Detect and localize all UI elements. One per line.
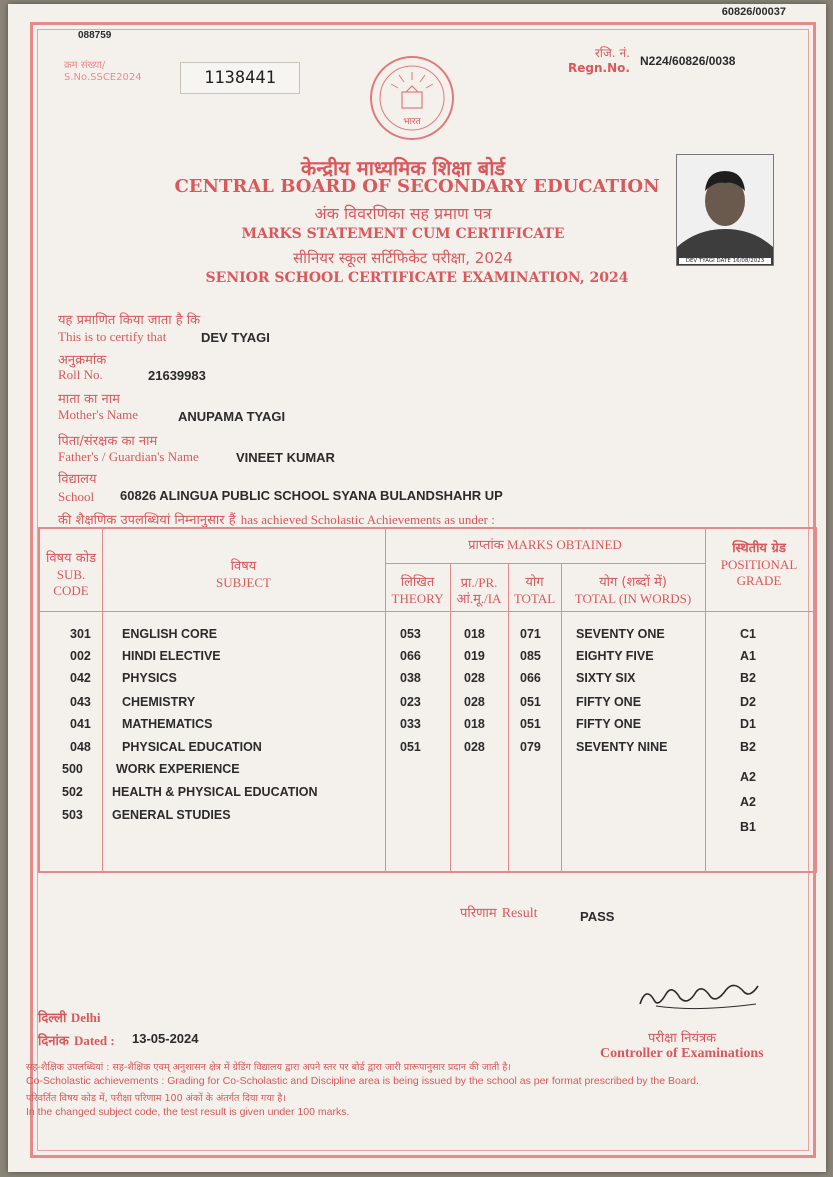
achievement-label: has achieved Scholastic Achievements as under :	[240, 512, 495, 527]
row-grade: D1	[740, 717, 756, 731]
header-total	[508, 575, 561, 607]
dated-line	[38, 1030, 115, 1049]
row-theory: 066	[400, 649, 421, 663]
sno-label	[64, 60, 142, 84]
mother-label-hindi: माता का नाम	[58, 392, 120, 407]
table-row	[40, 808, 815, 834]
father-label-hindi: पिता/संरक्षक का नाम	[58, 434, 158, 449]
mother-label: Mother's Name	[58, 407, 138, 422]
note-subject-code: In the changed subject code, the test result is given under 100 marks.	[26, 1106, 350, 1118]
row-practical: 028	[464, 695, 485, 709]
school-label-hindi: विद्यालय	[58, 472, 97, 487]
header-subject-en: SUBJECT	[216, 575, 271, 590]
row-grade: A2	[740, 795, 756, 809]
row-code: 002	[70, 649, 91, 663]
header-practical-en: आं.मू./IA	[456, 591, 502, 606]
row-grade: B1	[740, 820, 756, 834]
regn-label-en: Regn.No.	[568, 61, 630, 75]
achievement-label-hindi: की शैक्षणिक उपलब्धियां निम्नानुसार हैं	[58, 513, 236, 528]
row-code: 500	[62, 762, 83, 776]
header-code-hindi: विषय कोड	[45, 551, 97, 566]
table-row	[40, 649, 815, 671]
row-total-words: EIGHTY FIVE	[576, 649, 654, 663]
header-grade-en1: POSITIONAL	[720, 557, 798, 572]
row-code: 503	[62, 808, 83, 822]
note-coscholastic: Co-Scholastic achievements : Grading for Co-Scholastic and Discipline area is being issued by the school as per format prescribed by the Board.	[26, 1075, 699, 1087]
header-words-en: TOTAL (IN WORDS)	[574, 591, 692, 606]
row-subject: WORK EXPERIENCE	[116, 762, 240, 776]
exam-title: SENIOR SCHOOL CERTIFICATE EXAMINATION, 2024	[205, 270, 629, 286]
table-row	[40, 695, 815, 717]
regn-label-hi: रजि. नं.	[594, 46, 630, 60]
row-total: 051	[520, 695, 541, 709]
controller-title: Controller of Examinations	[600, 1046, 764, 1061]
issue-date: 13-05-2024	[132, 1031, 199, 1046]
exam-title-hindi: सीनियर स्कूल सर्टिफिकेट परीक्षा, 2024	[293, 249, 513, 267]
achievement-line	[58, 509, 495, 528]
header-grade	[705, 541, 813, 589]
seal-text: भारत	[403, 117, 421, 127]
table-row	[40, 627, 815, 649]
header-grade-en2: GRADE	[736, 573, 782, 588]
sno-label-hi: क्रम संख्या/	[64, 60, 106, 71]
result-label-en: Result	[501, 906, 538, 921]
row-subject: ENGLISH CORE	[122, 627, 218, 641]
header-total-en: TOTAL	[513, 591, 556, 606]
father-label: Father's / Guardian's Name	[58, 449, 199, 464]
serial-top-right: 60826/00037	[721, 6, 786, 18]
table-row	[40, 717, 815, 739]
header-code	[40, 551, 102, 599]
row-subject: CHEMISTRY	[122, 695, 196, 709]
dated-label: Dated :	[73, 1033, 115, 1048]
regn-label	[568, 46, 630, 76]
row-grade: B2	[740, 740, 756, 754]
header-theory-en: THEORY	[391, 591, 444, 606]
table-row	[40, 785, 815, 807]
result-label-hindi: परिणाम	[460, 906, 497, 921]
father-name: VINEET KUMAR	[236, 450, 335, 465]
controller-title-hindi: परीक्षा नियंत्रक	[648, 1031, 717, 1046]
photo-caption: DEV TYAGI DATE 16/08/2023	[679, 258, 771, 264]
table-row	[40, 762, 815, 784]
row-grade: B2	[740, 671, 756, 685]
header-subject-hindi: विषय	[230, 559, 257, 574]
row-theory: 038	[400, 671, 421, 685]
row-total-words: SEVENTY ONE	[576, 627, 665, 641]
header-theory-hindi: लिखित	[400, 575, 435, 590]
row-practical: 019	[464, 649, 485, 663]
table-row	[40, 740, 815, 762]
certify-label: This is to certify that	[58, 329, 167, 344]
header-code-en1: SUB.	[56, 567, 86, 582]
marks-table	[38, 527, 817, 873]
row-code: 042	[70, 671, 91, 685]
header-theory	[385, 575, 450, 607]
row-code: 301	[70, 627, 91, 641]
row-total: 071	[520, 627, 541, 641]
place-line	[38, 1008, 100, 1026]
row-total: 066	[520, 671, 541, 685]
row-subject: MATHEMATICS	[122, 717, 213, 731]
result-label	[460, 902, 537, 922]
row-theory: 023	[400, 695, 421, 709]
school-label: School	[58, 489, 95, 504]
board-title: CENTRAL BOARD OF SECONDARY EDUCATION	[174, 176, 660, 197]
row-total: 085	[520, 649, 541, 663]
table-row	[40, 671, 815, 693]
header-words-hindi: योग (शब्दों में)	[599, 575, 667, 590]
row-code: 048	[70, 740, 91, 754]
student-photo	[676, 154, 774, 266]
roll-label-hindi: अनुक्रमांक	[58, 353, 107, 368]
roll-number: 21639983	[148, 368, 206, 383]
row-subject: GENERAL STUDIES	[112, 808, 231, 822]
cbse-seal-icon	[370, 56, 454, 140]
regn-value: N224/60826/0038	[640, 54, 736, 68]
row-theory: 033	[400, 717, 421, 731]
sno-label-en: S.No.SSCE2024	[64, 72, 142, 83]
certify-label-hindi: यह प्रमाणित किया जाता है कि	[58, 313, 201, 328]
header-code-en2: CODE	[53, 583, 89, 598]
header-marks	[385, 537, 705, 554]
row-practical: 028	[464, 740, 485, 754]
note-coscholastic-hindi: सह-शैक्षिक उपलब्धियां : सह-शैक्षिक एवम् अनुशासन क्षेत्र में ग्रेडिंग विद्यालय द्वारा अपने स्तर पर बोर्ड द्वारा जारी प्रारूपानुसार प्रदान की जाती है।	[26, 1062, 511, 1073]
result-value: PASS	[580, 909, 615, 924]
certificate-sheet	[8, 4, 826, 1172]
header-words	[561, 575, 705, 607]
doc-title: MARKS STATEMENT CUM CERTIFICATE	[241, 226, 565, 242]
header-total-hindi: योग	[525, 575, 544, 590]
row-practical: 018	[464, 627, 485, 641]
row-subject: HEALTH & PHYSICAL EDUCATION	[112, 785, 318, 799]
row-practical: 018	[464, 717, 485, 731]
doc-title-hindi: अंक विवरणिका सह प्रमाण पत्र	[314, 204, 492, 223]
header-practical-hindi: प्रा./PR.	[460, 575, 498, 590]
note-subject-code-hindi: परिवर्तित विषय कोड में, परीक्षा परिणाम 100 अंकों के अंतर्गत दिया गया है।	[26, 1093, 286, 1104]
sno-value: 1138441	[180, 62, 300, 94]
row-theory: 053	[400, 627, 421, 641]
row-grade: A1	[740, 649, 756, 663]
row-subject: PHYSICAL EDUCATION	[122, 740, 262, 754]
row-code: 502	[62, 785, 83, 799]
header-grade-hindi: स्थितीय ग्रेड	[732, 541, 786, 556]
row-code: 041	[70, 717, 91, 731]
dated-label-hindi: दिनांक	[38, 1034, 69, 1049]
roll-label: Roll No.	[58, 367, 103, 382]
row-total-words: FIFTY ONE	[576, 717, 642, 731]
board-title-hindi: केन्द्रीय माध्यमिक शिक्षा बोर्ड	[300, 156, 506, 180]
row-code: 043	[70, 695, 91, 709]
header-marks-hindi: प्राप्तांक	[468, 538, 504, 553]
place-en: Delhi	[70, 1010, 101, 1025]
row-total-words: FIFTY ONE	[576, 695, 642, 709]
row-total-words: SEVENTY NINE	[576, 740, 668, 754]
row-grade: C1	[740, 627, 756, 641]
row-subject: HINDI ELECTIVE	[122, 649, 221, 663]
place-hindi: दिल्ली	[38, 1011, 67, 1026]
row-total-words: SIXTY SIX	[576, 671, 636, 685]
row-grade: A2	[740, 770, 756, 784]
header-subject	[102, 559, 385, 591]
mother-name: ANUPAMA TYAGI	[178, 409, 286, 424]
student-name: DEV TYAGI	[201, 330, 270, 345]
row-total: 051	[520, 717, 541, 731]
controller-signature-icon	[636, 976, 766, 1020]
header-marks-en: MARKS OBTAINED	[506, 537, 622, 552]
row-total: 079	[520, 740, 541, 754]
row-grade: D2	[740, 695, 756, 709]
row-practical: 028	[464, 671, 485, 685]
header-practical	[450, 575, 508, 607]
row-subject: PHYSICS	[122, 671, 177, 685]
row-theory: 051	[400, 740, 421, 754]
school-name: 60826 ALINGUA PUBLIC SCHOOL SYANA BULANDSHAHR UP	[120, 488, 503, 503]
serial-top-left: 088759	[78, 30, 112, 41]
